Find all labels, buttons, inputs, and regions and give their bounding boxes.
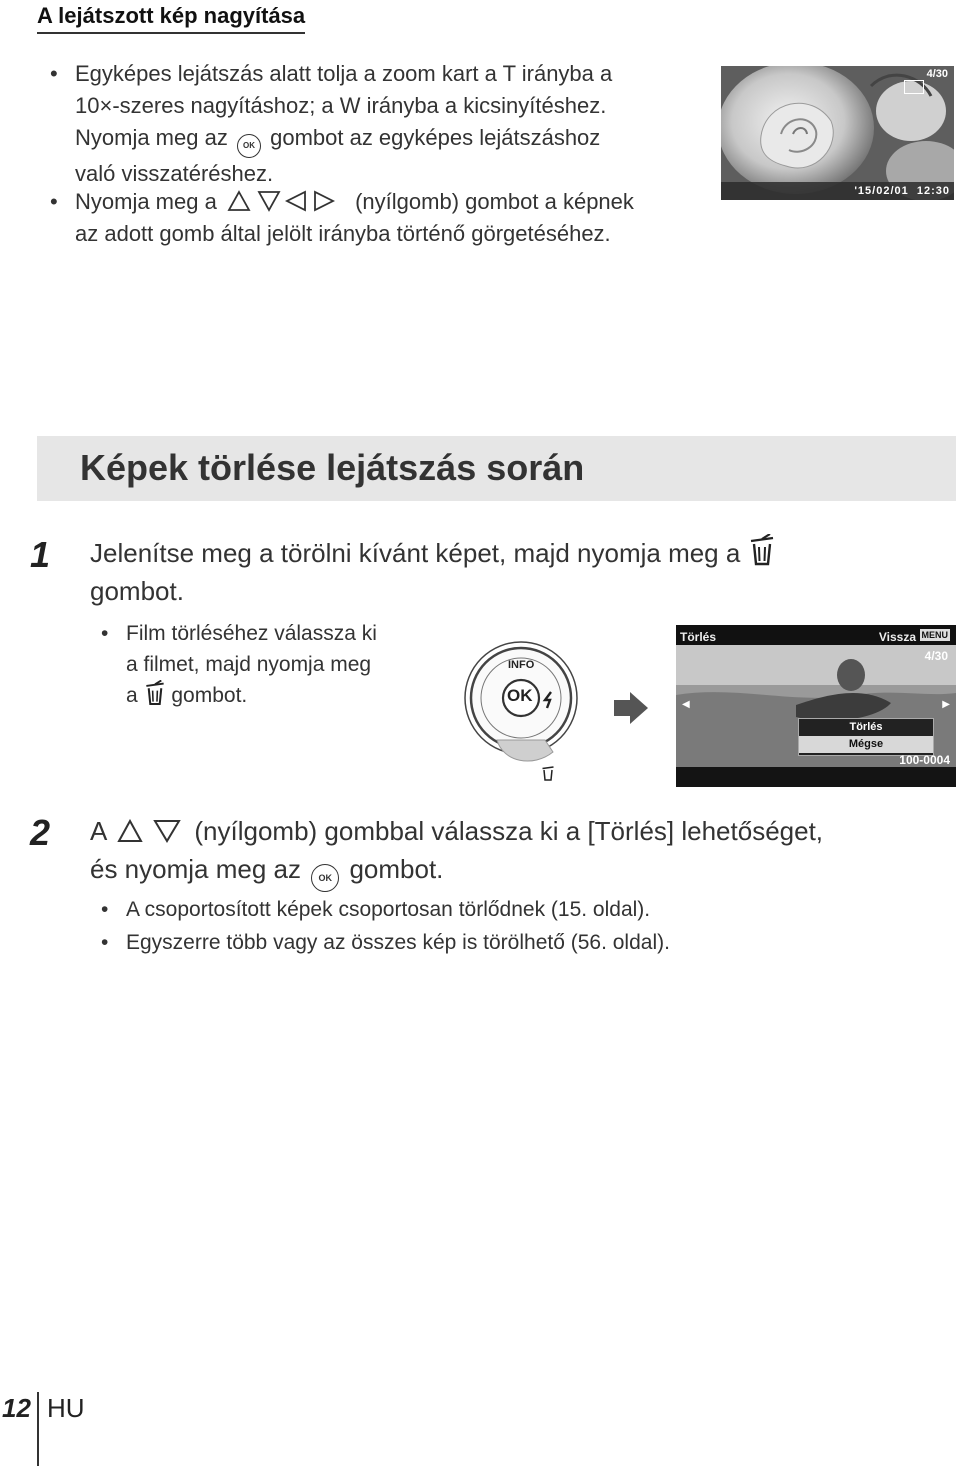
step1-sub [101,618,456,711]
trash-icon [543,767,554,780]
camera-screen [676,625,956,787]
bullet-scroll [50,186,715,250]
bullet-dot: • [101,931,109,954]
scroll-right-icon: ▶ [942,699,950,710]
sub-line: • A csoportosított képek csoportosan törlődnek (15. oldal). [126,893,926,926]
banner-title: Képek törlése lejátszás során [80,447,585,488]
photo-datetime: '15/02/01 12:30 [854,185,950,197]
bullet-line: való visszatéréshez. [75,161,274,186]
bullet-line: 10×-szeres nagyításhoz; a W irányba a kicsinyítéshez. [75,93,607,118]
bullet-dot: • [50,189,58,214]
section-heading: A lejátszott kép nagyítása [37,3,305,34]
bullet-line: az adott gomb által jelölt irányba történő görgetéséhez. [75,221,611,246]
arrow-keys-icon [227,190,345,212]
arrow-right-icon [612,688,652,728]
step2-text [90,812,956,892]
trash-icon [144,680,166,706]
step1-text [90,534,940,610]
camera-dial [463,640,583,785]
up-down-arrow-icon [117,819,183,843]
screen-header-left: Törlés [680,630,717,644]
footer-divider [37,1392,39,1466]
step-number: 1 [30,534,51,575]
photo-counter: 4/30 [926,68,948,80]
bullet-dot: • [101,622,109,645]
menu-option-cancel[interactable]: Mégse [799,736,933,753]
page-number: 12 [2,1393,31,1423]
file-number: 100-0004 [899,753,950,767]
info-label: INFO [508,659,535,671]
step2-sub [101,893,926,959]
bullet-line: Nyomja meg az OK gombot az egyképes lejátszáshoz [75,122,715,158]
delete-menu [798,718,934,756]
step-number: 2 [30,812,51,853]
sub-line: Film törléséhez válassza ki [126,622,377,645]
menu-badge: MENU [921,630,948,640]
bullet-dot: • [101,898,109,921]
ok-button-icon: OK [311,864,339,892]
step-line: A (nyílgomb) gombbal válassza ki a [Törlés] lehetőséget, [90,816,824,846]
language-code: HU [47,1393,85,1423]
zoom-frame-icon [904,80,924,94]
step-line: gombot. [90,576,184,606]
bullet-line: Nyomja meg a (nyílgomb) gombot a képnek [75,189,634,214]
screen-counter: 4/30 [924,649,948,663]
trash-icon [748,534,776,566]
sub-line: • Egyszerre több vagy az összes kép is törölhető (56. oldal). [126,926,926,959]
bullet-line: Egyképes lejátszás alatt tolja a zoom kart a T irányba a [75,61,613,86]
bullet-dot: • [50,61,58,86]
ok-button-icon: OK [237,134,261,158]
rose-photo [721,66,954,200]
sub-line: a gombot. [126,680,456,711]
sub-line: a filmet, majd nyomja meg [126,653,372,676]
ok-label: OK [507,686,533,705]
step-line: és nyomja meg az OK gombot. [90,850,956,892]
screen-header-right: Vissza [878,630,916,644]
scroll-left-icon: ◀ [682,699,690,710]
menu-option-delete[interactable]: Törlés [849,721,883,733]
step-line: Jelenítse meg a törölni kívánt képet, majd nyomja meg a [90,534,940,572]
bullet-zoom [50,58,715,190]
